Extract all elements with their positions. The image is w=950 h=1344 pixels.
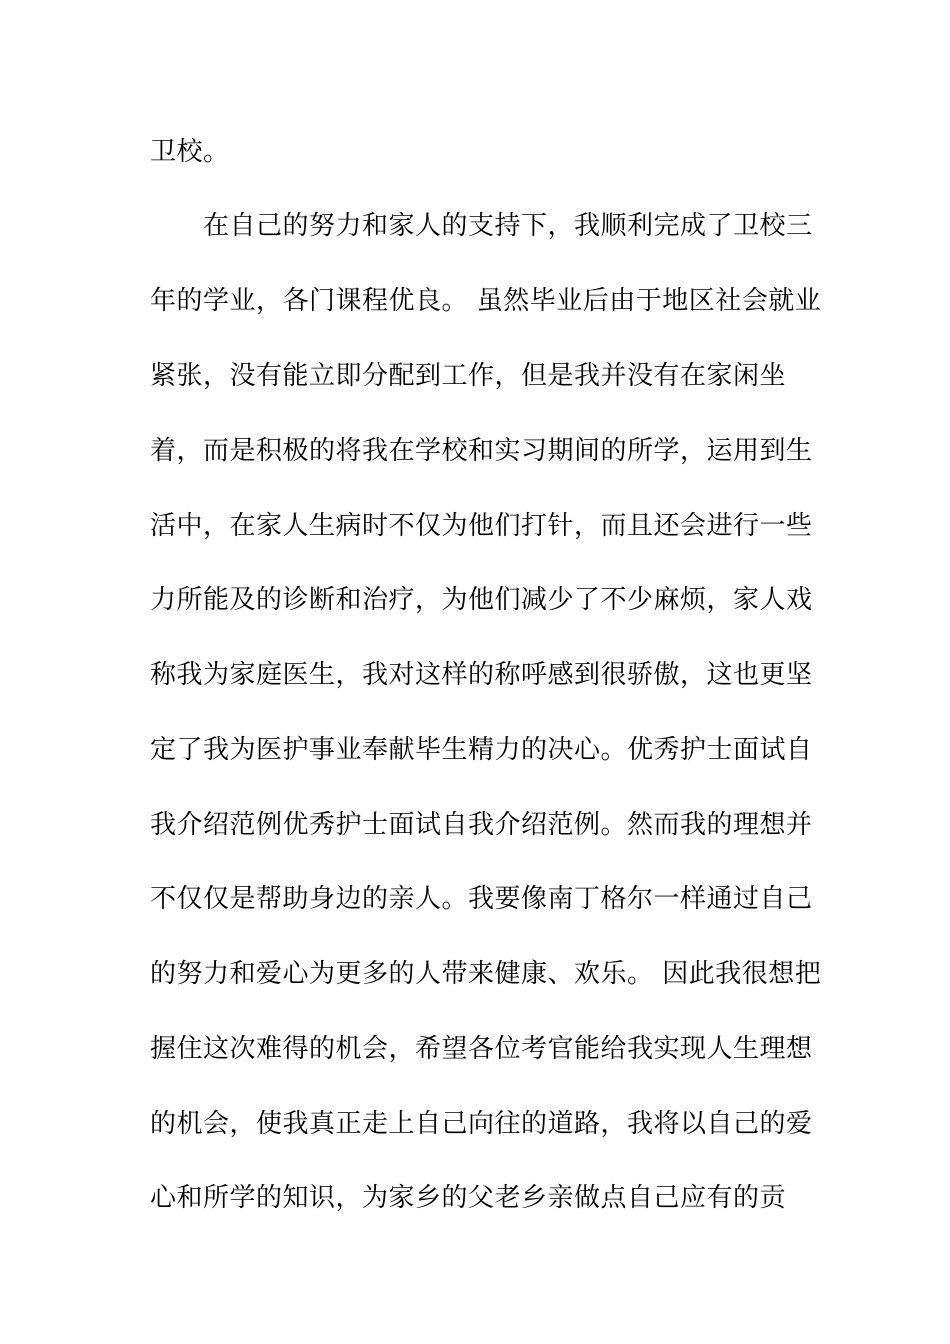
text-line: 力所能及的诊断和治疗，为他们减少了不少麻烦，家人戏 [150,585,813,615]
text-line: 的机会，使我真正走上自己向往的道路，我将以自己的爱 [150,1109,813,1139]
text-line: 活中，在家人生病时不仅为他们打针，而且还会进行一些 [150,511,813,541]
text-line: 着，而是积极的将我在学校和实习期间的所学，运用到生 [150,436,813,466]
paragraph-first-line: 在自己的努力和家人的支持下，我顺利完成了卫校三 [203,211,813,241]
text-line: 紧张，没有能立即分配到工作，但是我并没有在家闲坐 [150,361,787,391]
text-line: 定了我为医护事业奉献毕生精力的决心。优秀护士面试自 [150,735,813,765]
text-line: 卫校。 [150,137,230,167]
text-line: 年的学业，各门课程优良。 虽然毕业后由于地区社会就业 [150,286,822,316]
text-line: 的努力和爱心为更多的人带来健康、欢乐。 因此我很想把 [150,959,822,989]
text-line: 心和所学的知识，为家乡的父老乡亲做点自己应有的贡 [150,1183,787,1213]
text-line: 握住这次难得的机会，希望各位考官能给我实现人生理想 [150,1034,813,1064]
text-line: 不仅仅是帮助身边的亲人。我要像南丁格尔一样通过自己 [150,884,813,914]
text-line: 我介绍范例优秀护士面试自我介绍范例。然而我的理想并 [150,810,813,840]
text-line: 称我为家庭医生，我对这样的称呼感到很骄傲，这也更坚 [150,660,813,690]
